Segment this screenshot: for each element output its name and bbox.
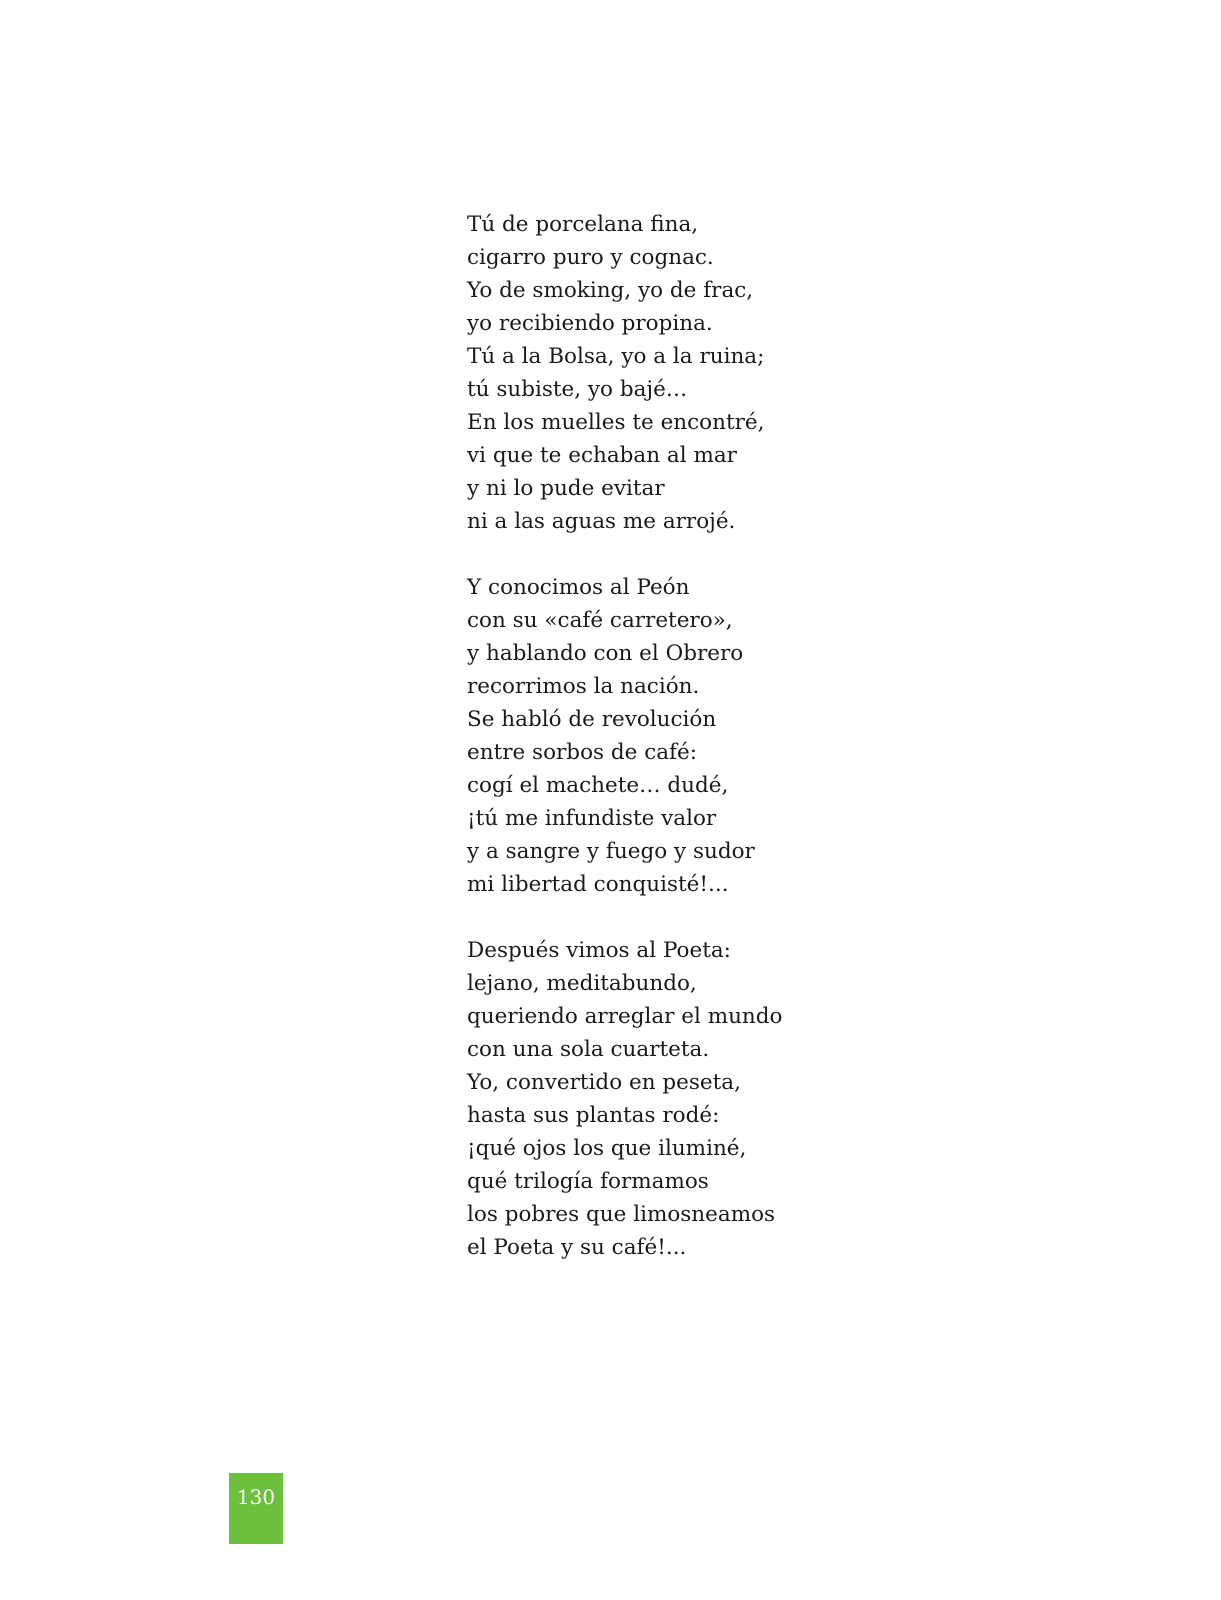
poem [467,208,887,1297]
poem-line: el Poeta y su café!... [467,1235,687,1260]
stanza-2 [467,571,887,901]
poem-line: los pobres que limosneamos [467,1202,776,1227]
poem-line: y ni lo pude evitar [467,476,665,501]
poem-line: Tú de porcelana fina, [467,212,699,237]
poem-line: Yo, convertido en peseta, [467,1070,741,1095]
poem-line: cogí el machete… dudé, [467,773,729,798]
poem-line: Yo de smoking, yo de frac, [467,278,754,303]
poem-line: En los muelles te encontré, [467,410,765,435]
poem-line: con su «café carretero», [467,608,733,633]
page-number: 130 [236,1485,276,1509]
poem-line: Y conocimos al Peón [467,575,690,600]
stanza-1 [467,208,887,538]
poem-line: vi que te echaban al mar [467,443,737,468]
poem-line: y hablando con el Obrero [467,641,744,666]
poem-line: lejano, meditabundo, [467,971,697,996]
poem-line: entre sorbos de café: [467,740,697,765]
poem-line: ¡qué ojos los que iluminé, [467,1136,747,1161]
stanza-3 [467,934,887,1264]
poem-line: y a sangre y fuego y sudor [467,839,755,864]
poem-line: mi libertad conquisté!... [467,872,729,897]
poem-line: yo recibiendo propina. [467,311,713,336]
page-number-box [229,1473,283,1544]
poem-line: ni a las aguas me arrojé. [467,509,736,534]
poem-line: qué trilogía formamos [467,1169,709,1194]
poem-line: cigarro puro y cognac. [467,245,714,270]
poem-line: tú subiste, yo bajé… [467,377,688,402]
poem-line: con una sola cuarteta. [467,1037,710,1062]
poem-line: Después vimos al Poeta: [467,938,731,963]
poem-line: ¡tú me infundiste valor [467,806,717,831]
poem-line: Tú a la Bolsa, yo a la ruina; [467,344,765,369]
poem-line: hasta sus plantas rodé: [467,1103,720,1128]
poem-line: Se habló de revolución [467,707,717,732]
poem-line: queriendo arreglar el mundo [467,1004,783,1029]
poem-line: recorrimos la nación. [467,674,700,699]
